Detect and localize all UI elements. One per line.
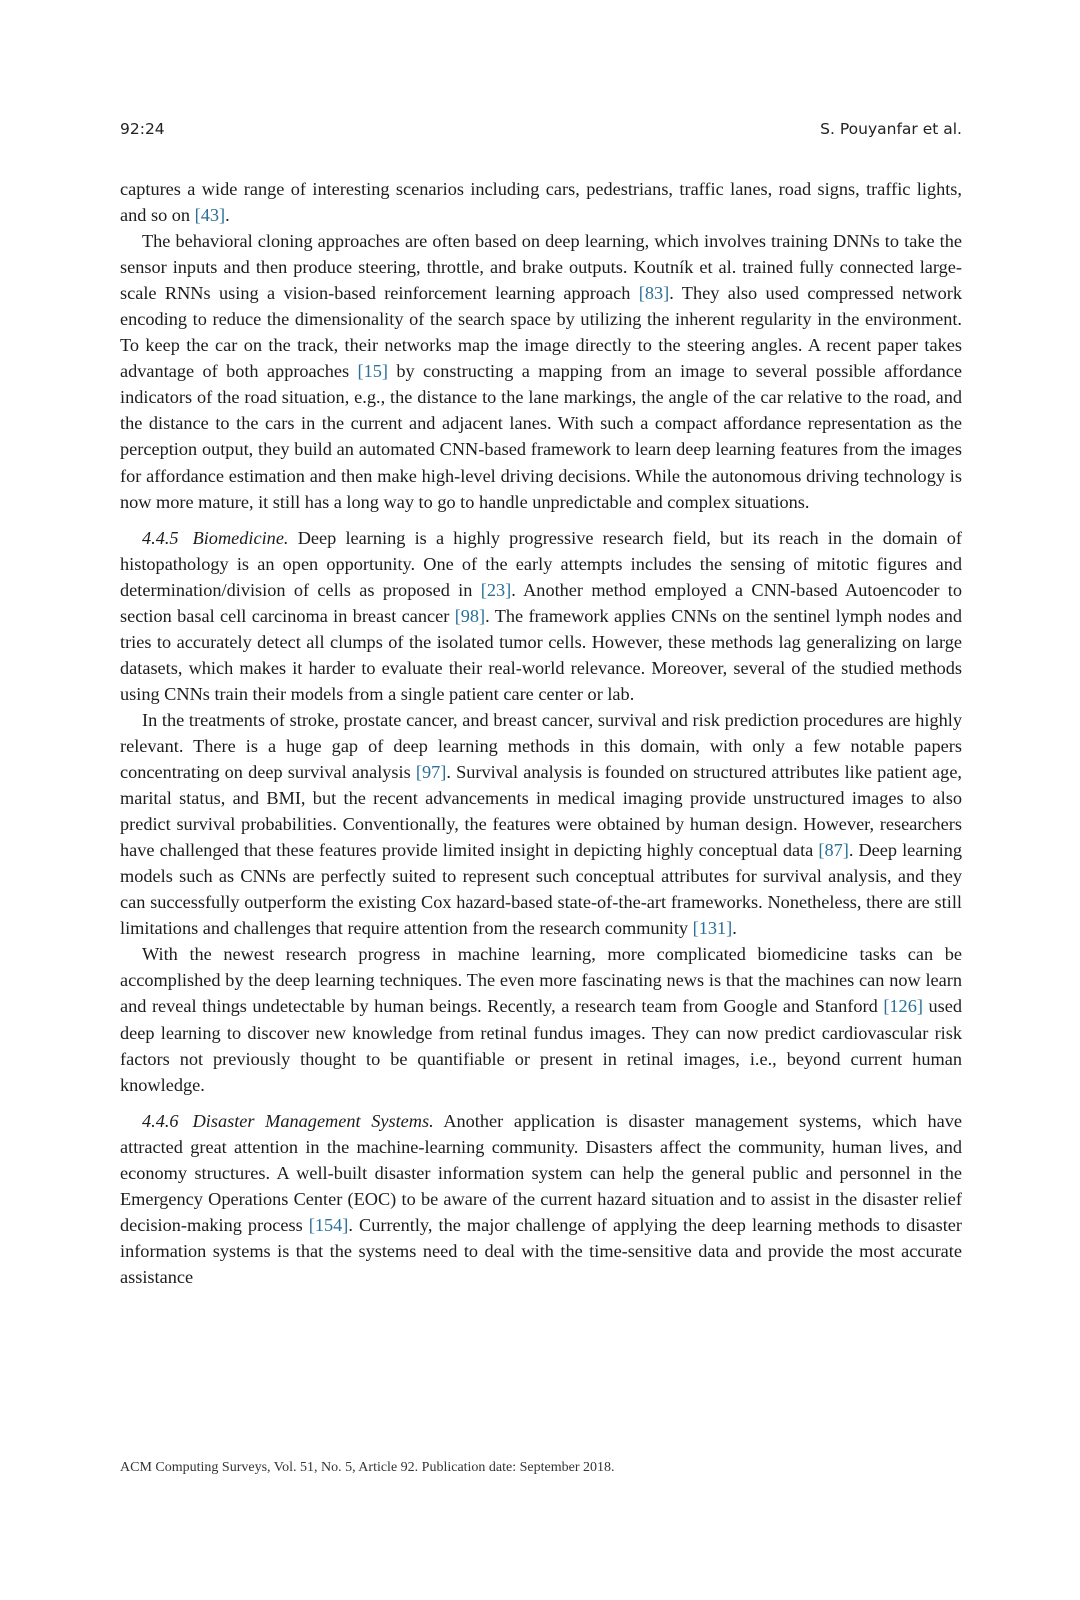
- citation-link[interactable]: [43]: [194, 205, 226, 226]
- citation-link[interactable]: [97]: [415, 762, 447, 783]
- citation-link[interactable]: [131]: [692, 918, 733, 939]
- citation-link[interactable]: [87]: [818, 840, 849, 861]
- author-running-head: S. Pouyanfar et al.: [820, 120, 962, 138]
- section-number: 4.4.6: [142, 1110, 179, 1131]
- section-paragraph: [120, 1108, 962, 1290]
- section-number: 4.4.5: [142, 527, 179, 548]
- text-run: . Deep learning models such as CNNs are perfectly suited to represent such conceptual attributes for survival analysis, and they can successfully outperform the existing Cox hazard-based state-of-the-art frameworks. Nonetheless, there are still limitations and challenges that require attention from the research community: [120, 840, 962, 939]
- text-run: . Survival analysis is founded on structured attributes like patient age, marital status, and BMI, but the recent advancements in medical imaging provide unstructured images to also predict survival probabilities. Conventionally, the features were obtained by human design. However, researchers have challenged that these features provide limited insight in depicting highly conceptual data: [120, 762, 962, 861]
- text-run: used deep learning to discover new knowledge from retinal fundus images. They can now predict cardiovascular risk factors not previously thought to be quantifiable or present in retinal images, i.e., beyond current human knowledge.: [120, 996, 962, 1095]
- text-run: Deep learning is a highly progressive research field, but its reach in the domain of histopathology is an open opportunity. One of the early attempts includes the sensing of mitotic figures and determination/division of cells as proposed in: [120, 527, 962, 600]
- citation-link[interactable]: [15]: [357, 361, 388, 382]
- section-title: Biomedicine.: [192, 527, 289, 548]
- citation-link[interactable]: [83]: [638, 283, 670, 304]
- text-run: In the treatments of stroke, prostate cancer, and breast cancer, survival and risk prediction procedures are highly relevant. There is a huge gap of deep learning methods in this domain, with only a few notable papers concentrating on deep survival analysis: [120, 709, 962, 783]
- citation-link[interactable]: [23]: [480, 579, 512, 600]
- text-run: .: [225, 205, 230, 226]
- body-text: [120, 176, 962, 1290]
- section-title: Disaster Management Systems.: [192, 1110, 434, 1131]
- text-run: . They also used compressed network encoding to reduce the dimensionality of the search space by utilizing the inherent regularity in the environment. To keep the car on the track, their networks map the image directly to the steering angles. A recent paper takes advantage of both approaches: [120, 283, 962, 382]
- paragraph: [120, 176, 962, 228]
- text-run: .: [732, 918, 737, 939]
- citation-link[interactable]: [154]: [308, 1214, 349, 1235]
- text-run: Another application is disaster management systems, which have attracted great attention in the machine-learning community. Disasters affect the community, human lives, and economy structures. A well-built disaster information system can help the general public and personnel in the Emergency Operations Center (EOC) to be aware of the current hazard situation and to assist in the disaster relief decision-making process: [120, 1110, 962, 1235]
- text-run: . The framework applies CNNs on the sentinel lymph nodes and tries to accurately detect all clumps of the isolated tumor cells. However, these methods lag generalizing on large datasets, which makes it harder to evaluate their real-world relevance. Moreover, several of the studied methods using CNNs train their models from a single patient care center or lab.: [120, 605, 962, 704]
- section-paragraph: [120, 525, 962, 707]
- paragraph: [120, 707, 962, 941]
- text-run: With the newest research progress in machine learning, more complicated biomedicine tasks can be accomplished by the deep learning techniques. The even more fascinating news is that the machines can now learn and reveal things undetectable by human beings. Recently, a research team from Google and Stanford: [120, 944, 962, 1017]
- citation-link[interactable]: [126]: [883, 996, 923, 1017]
- text-run: . Another method employed a CNN-based Autoencoder to section basal cell carcinoma in breast cancer: [120, 579, 962, 626]
- page-number: 92:24: [120, 120, 165, 138]
- running-head: [120, 120, 962, 144]
- paragraph: [120, 228, 962, 515]
- text-run: . Currently, the major challenge of applying the deep learning methods to disaster information systems is that the systems need to deal with the time-sensitive data and provide the most accurate assistance: [120, 1214, 963, 1287]
- citation-link[interactable]: [98]: [454, 605, 486, 626]
- text-run: The behavioral cloning approaches are often based on deep learning, which involves training DNNs to take the sensor inputs and then produce steering, throttle, and brake outputs. Koutník et al. trained fully connected large-scale RNNs using a vision-based reinforcement learning approach: [120, 231, 962, 304]
- paragraph: [120, 941, 962, 1097]
- journal-footer: ACM Computing Surveys, Vol. 51, No. 5, Article 92. Publication date: September 2018.: [120, 1460, 615, 1475]
- text-run: captures a wide range of interesting scenarios including cars, pedestrians, traffic lanes, road signs, traffic lights, and so on: [120, 179, 962, 226]
- text-run: by constructing a mapping from an image to several possible affordance indicators of the road situation, e.g., the distance to the lane markings, the angle of the car relative to the road, and the distance to the cars in the current and adjacent lanes. With such a compact affordance representation as the perception output, they build an automated CNN-based framework to learn deep learning features from the images for affordance estimation and then make high-level driving decisions. While the autonomous driving technology is now more mature, it still has a long way to go to handle unpredictable and complex situations.: [120, 361, 962, 512]
